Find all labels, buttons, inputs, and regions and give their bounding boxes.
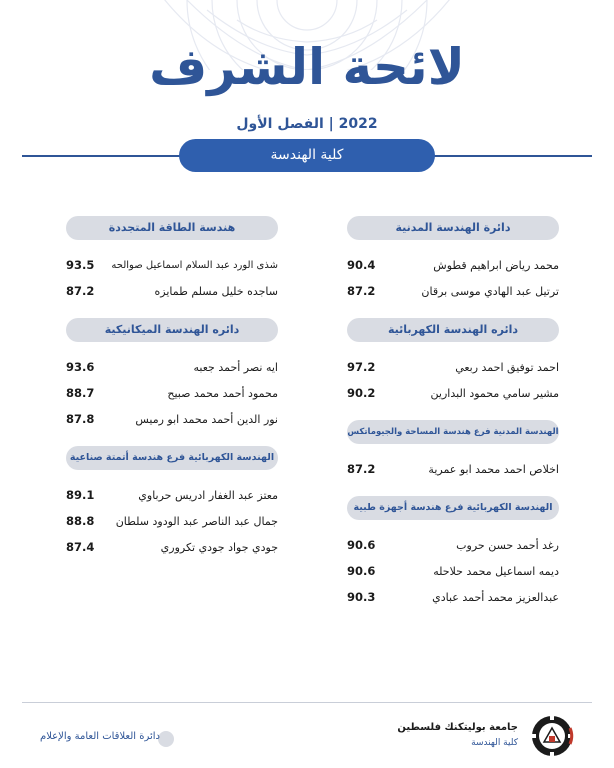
student-score: 90.2 [347,386,376,400]
faculty-badge: كلية الهندسة [179,139,435,172]
left-column [66,216,278,574]
university-name: جامعة بوليتكنك فلسطين [397,722,518,733]
student-row [66,482,278,508]
section-biomedical [347,496,559,610]
student-name: جودي جواد جودي تكروري [160,540,278,554]
student-name: جمال عبد الناصر عبد الودود سلطان [115,514,278,528]
footer-divider [22,702,592,703]
student-score: 93.6 [66,360,95,374]
student-name: ترتيل عبد الهادي موسى برقان [421,284,559,298]
student-row [66,252,278,278]
student-row [347,354,559,380]
section-header: دائره الهندسة الميكانيكية [66,318,278,342]
student-name: احمد توفيق احمد ربعي [455,360,559,374]
section-header: دائرة الهندسة المدنية [347,216,559,240]
student-name: محمود أحمد محمد صبيح [167,386,278,400]
student-score: 90.6 [347,538,376,552]
section-surveying [347,420,559,482]
footer-dot-icon [158,731,174,747]
student-score: 87.4 [66,540,95,554]
student-row [66,406,278,432]
section-header: الهندسة الكهربائية فرع هندسة أجهزة طبية [347,496,559,520]
student-row [66,380,278,406]
department-name: دائرة العلاقات العامة والإعلام [40,731,161,742]
section-header: دائره الهندسة الكهربائية [347,318,559,342]
student-row [347,278,559,304]
student-name: شذى الورد عبد السلام اسماعيل صوالحه [111,259,278,271]
section-civil [347,216,559,304]
student-name: مشير سامي محمود البدارين [430,386,559,400]
student-score: 87.2 [347,284,376,298]
student-score: 90.4 [347,258,376,272]
student-name: ايه نصر أحمد جعبه [193,360,278,374]
section-header: الهندسة الكهربائية فرع هندسة أتمتة صناعية [66,446,278,470]
college-name: كلية الهندسة [471,738,518,748]
student-name: عبدالعزيز محمد أحمد عبادي [432,590,559,604]
university-logo-icon [530,714,574,758]
student-row [347,380,559,406]
student-row [347,252,559,278]
student-row [66,508,278,534]
student-score: 87.8 [66,412,95,426]
student-row [347,584,559,610]
student-name: محمد رياض ابراهيم قطوش [433,258,559,272]
section-electrical [347,318,559,406]
divider-right [432,155,592,157]
student-row [347,456,559,482]
page-subtitle: 2022 | الفصل الأول [236,116,378,132]
student-score: 87.2 [347,462,376,476]
student-row [66,278,278,304]
student-row [347,558,559,584]
student-row [66,534,278,560]
student-score: 90.3 [347,590,376,604]
student-score: 90.6 [347,564,376,578]
student-row [66,354,278,380]
student-name: اخلاص احمد محمد ابو عمرية [428,462,559,476]
footer-institution [397,722,518,748]
divider-left [22,155,182,157]
student-score: 89.1 [66,488,95,502]
student-name: نور الدين أحمد محمد ابو رميس [135,412,278,426]
section-mechanical [66,318,278,432]
student-score: 88.7 [66,386,95,400]
student-score: 87.2 [66,284,95,298]
student-score: 88.8 [66,514,95,528]
section-header: الهندسة المدنية فرع هندسة المساحة والجيوماتكس [347,420,559,444]
student-name: ساجده خليل مسلم طمايزه [154,284,278,298]
section-renewable [66,216,278,304]
page-title: لائحة الشرف [149,38,465,96]
right-column [347,216,559,624]
section-header: هندسة الطاقة المتجددة [66,216,278,240]
student-score: 97.2 [347,360,376,374]
student-name: ديمه اسماعيل محمد حلاحله [433,564,559,578]
section-automation [66,446,278,560]
student-score: 93.5 [66,258,95,272]
student-name: رغد أحمد حسن حروب [456,538,559,552]
student-row [347,532,559,558]
student-name: معتز عبد الغفار ادريس حرباوي [138,488,278,502]
